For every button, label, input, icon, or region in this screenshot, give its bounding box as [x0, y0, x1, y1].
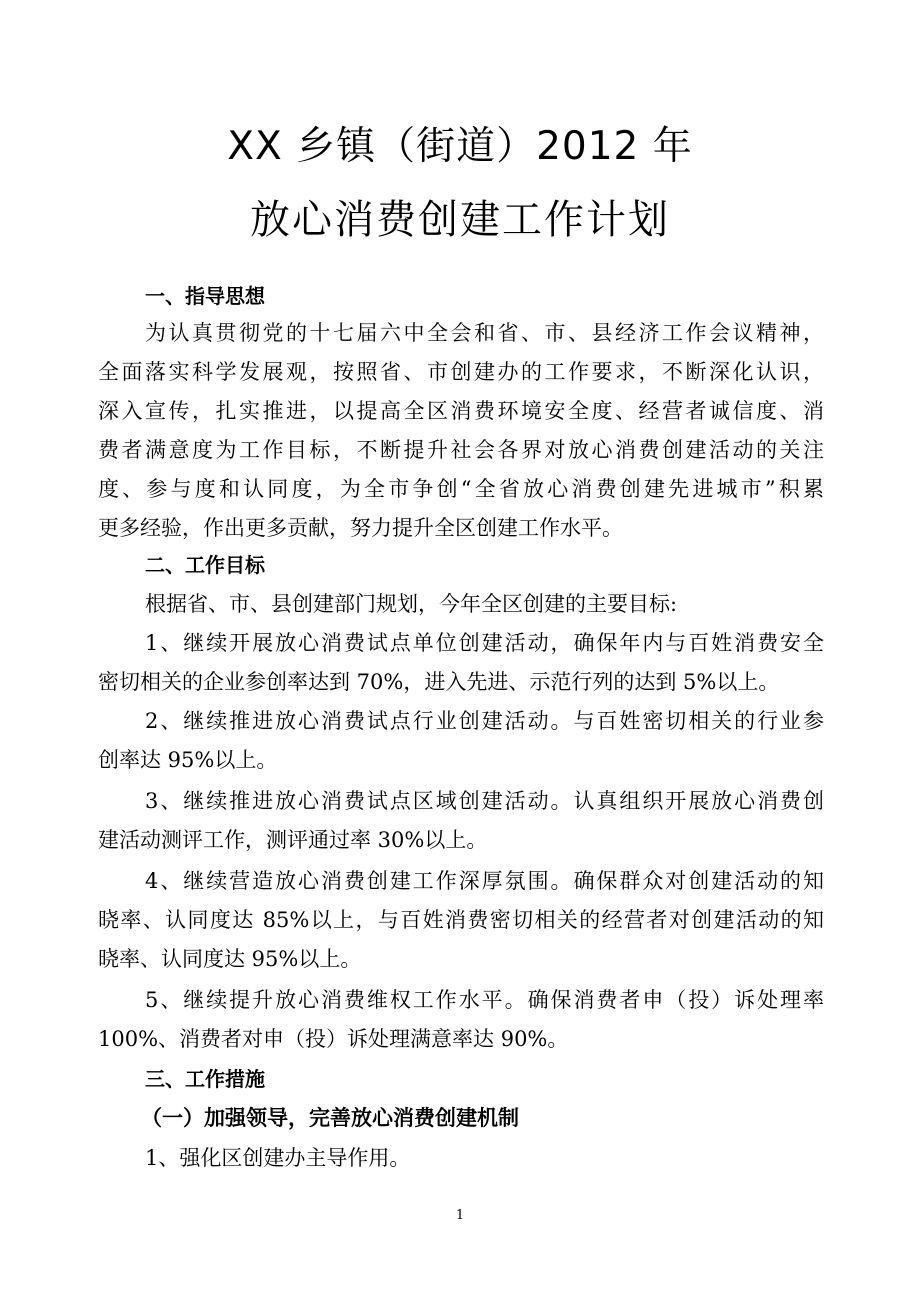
- paragraph-line: 费者满意度为工作目标，不断提升社会各界对放心消费创建活动的关注: [98, 438, 824, 462]
- subsection-heading: （一）加强领导，完善放心消费创建机制: [141, 1106, 519, 1130]
- paragraph-line: 建活动测评工作，测评通过率 30%以上。: [98, 828, 488, 852]
- paragraph-line: 4、继续营造放心消费创建工作深厚氛围。确保群众对创建活动的知: [145, 869, 824, 893]
- paragraph-line: 5、继续提升放心消费维权工作水平。确保消费者申（投）诉处理率: [145, 988, 824, 1012]
- paragraph-line: 创率达 95%以上。: [98, 748, 278, 772]
- paragraph-line: 度、参与度和认同度，为全市争创“全省放心消费创建先进城市”积累: [98, 477, 824, 501]
- paragraph-line: 更多经验，作出更多贡献，努力提升全区创建工作水平。: [98, 516, 623, 540]
- paragraph-line: 晓率、认同度达 95%以上。: [98, 947, 362, 971]
- paragraph-line: 为认真贯彻党的十七届六中全会和省、市、县经济工作会议精神，: [145, 321, 824, 345]
- paragraph-line: 深入宣传，扎实推进，以提高全区消费环境安全度、经营者诚信度、消: [98, 399, 824, 423]
- document-title-line-2: 放心消费创建工作计划: [250, 197, 670, 243]
- paragraph-line: 密切相关的企业参创率达到 70%，进入先进、示范行列的达到 5%以上。: [98, 670, 780, 694]
- page-number: 1: [455, 1208, 465, 1223]
- section-heading-2: 二、工作目标: [145, 553, 265, 577]
- section-heading-1: 一、指导思想: [145, 284, 265, 308]
- paragraph-line: 100%、消费者对申（投）诉处理满意率达 90%。: [98, 1027, 569, 1051]
- paragraph-line: 1、继续开展放心消费试点单位创建活动，确保年内与百姓消费安全: [145, 631, 824, 655]
- section-heading-3: 三、工作措施: [145, 1067, 265, 1091]
- paragraph-line: 1、强化区创建办主导作用。: [145, 1146, 411, 1170]
- paragraph-line: 晓率、认同度达 85%以上，与百姓消费密切相关的经营者对创建活动的知: [98, 908, 824, 932]
- document-title-line-1: XX 乡镇（街道）2012 年: [227, 124, 693, 169]
- paragraph-line: 2、继续推进放心消费试点行业创建活动。与百姓密切相关的行业参: [145, 709, 824, 733]
- paragraph-line: 根据省、市、县创建部门规划，今年全区创建的主要目标:: [145, 592, 678, 616]
- paragraph-line: 全面落实科学发展观，按照省、市创建办的工作要求，不断深化认识，: [98, 360, 824, 384]
- paragraph-line: 3、继续推进放心消费试点区域创建活动。认真组织开展放心消费创: [145, 789, 824, 813]
